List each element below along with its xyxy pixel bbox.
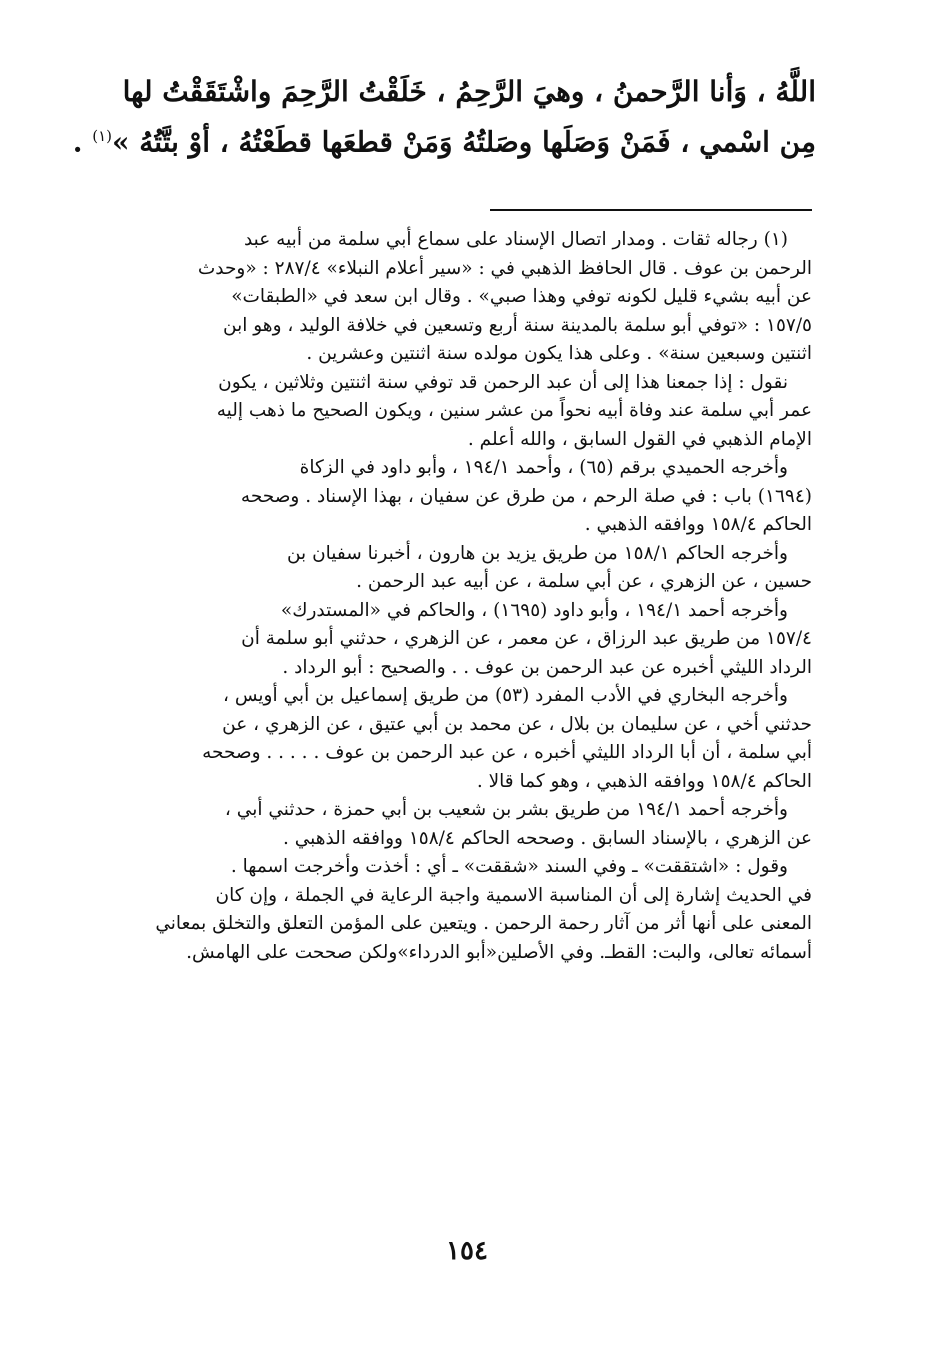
footnote-line: المعنى على أنها أثر من آثار رحمة الرحمن . ويتعين على المؤمن التعلق والتخلق بمعاني	[155, 913, 812, 934]
footnote-line: حدثني أخي ، عن سليمان بن بلال ، عن محمد بن أبي عتيق ، عن الزهري ، عن	[222, 713, 812, 735]
footnote-line: وقول : «اشتققت» ـ وفي السند «شققت» ـ أي : أخذت وأخرجت اسمها .	[230, 856, 788, 877]
hadith-end-mark: .	[72, 125, 83, 159]
footnote-line: عن الزهري ، بالإسناد السابق . وصححه الحاكم ١٥٨/٤ ووافقه الذهبي .	[282, 827, 812, 849]
footnote-line: (١) رجاله ثقات . ومدار اتصال الإسناد على سماع أبي سلمة من أبيه عبد	[243, 229, 788, 250]
hadith-line-2	[72, 114, 816, 164]
hadith-text	[72, 70, 816, 164]
footnote-line: وأخرجه الحميدي برقم (٦٥) ، وأحمد ١٩٤/١ ، وأبو داود في الزكاة	[299, 457, 788, 478]
footnote-line: أسمائه تعالى، والبت: القطـ. وفي الأصلين«أبو الدرداء»ولكن صححت على الهامش.	[186, 941, 812, 963]
hadith-line-2-text: مِن اسْمي ، فَمَنْ وَصَلَها وصَلتُهُ وَمَنْ قطعَها قطَعْتُهُ ، أوْ بتَّتُهُ »	[111, 125, 816, 159]
footnote-line: في الحديث إشارة إلى أن المناسبة الاسمية واجبة الرعاية في الجملة ، وإن كان	[215, 884, 812, 906]
footnote-line: وأخرجه أحمد ١٩٤/١ ، وأبو داود (١٦٩٥) ، والحاكم في «المستدرك»	[280, 599, 788, 621]
footnote-line: وأخرجه البخاري في الأدب المفرد (٥٣) من طريق إسماعيل بن أبي أويس ،	[222, 685, 788, 706]
footnote-line: الحاكم ١٥٨/٤ ووافقه الذهبي .	[584, 514, 812, 535]
footnote-line: نقول : إذا جمعنا هذا إلى أن عبد الرحمن قد توفي سنة اثنتين وثلاثين ، يكون	[218, 371, 788, 393]
footnote-line: حسين ، عن الزهري ، عن أبي سلمة ، عن أبيه عبد الرحمن .	[356, 571, 812, 592]
footnote-line: الرداد الليثي أخبره عن عبد الرحمن بن عوف . . والصحيح : أبو الرداد .	[282, 656, 812, 678]
footnote-line: عن أبيه بشيء قليل لكونه توفي وهذا صبي» . وقال ابن سعد في «الطبقات»	[231, 286, 812, 307]
footnote-line: عمر أبي سلمة عند وفاة أبيه نحواً من عشر سنين ، ويكون الصحيح ما ذهب إليه	[216, 400, 812, 421]
hadith-line-1: اللَّهُ ، وَأنا الرَّحمنُ ، وهيَ الرَّحِمُ ، خَلَقْتُ الرَّحِمَ واشْتَقَقْتُ لها	[122, 75, 816, 108]
footnote-separator	[490, 209, 812, 211]
footnote-line: وأخرجه الحاكم ١٥٨/١ من طريق يزيد بن هارون ، أخبرنا سفيان بن	[286, 542, 788, 564]
footnote-line: ١٥٧/٥ : «توفي أبو سلمة بالمدينة سنة أربع وتسعين في خلافة الوليد ، وهو ابن	[223, 314, 812, 336]
footnote-line: أبي سلمة ، أن أبا الرداد الليثي أخبره ، عن عبد الرحمن بن عوف . . . . . وصححه	[202, 742, 812, 763]
footnote-line: الرحمن بن عوف . قال الحافظ الذهبي في : «سير أعلام النبلاء» ٢٨٧/٤ : «وحدث	[197, 257, 812, 279]
footnote-marker: (١)	[92, 127, 112, 145]
footnote-line: الحاكم ١٥٨/٤ ووافقه الذهبي ، وهو كما قالا .	[476, 770, 812, 792]
footnotes	[122, 226, 812, 967]
footnote-line: الإمام الذهبي في القول السابق ، والله أعلم .	[467, 428, 812, 450]
footnote-line: (١٦٩٤) باب : في صلة الرحم ، من طرق عن سفيان ، بهذا الإسناد . وصححه	[240, 485, 812, 507]
footnote-line: اثنتين وسبعين سنة» . وعلى هذا يكون مولده سنة اثنتين وعشرين .	[306, 343, 812, 364]
footnote-line: وأخرجه أحمد ١٩٤/١ من طريق بشر بن شعيب بن أبي حمزة ، حدثني أبي ،	[224, 799, 788, 820]
page-number: ١٥٤	[446, 1236, 488, 1266]
footnote-line: ١٥٧/٤ من طريق عبد الرزاق ، عن معمر ، عن الزهري ، حدثني أبو سلمة أن	[241, 628, 812, 649]
